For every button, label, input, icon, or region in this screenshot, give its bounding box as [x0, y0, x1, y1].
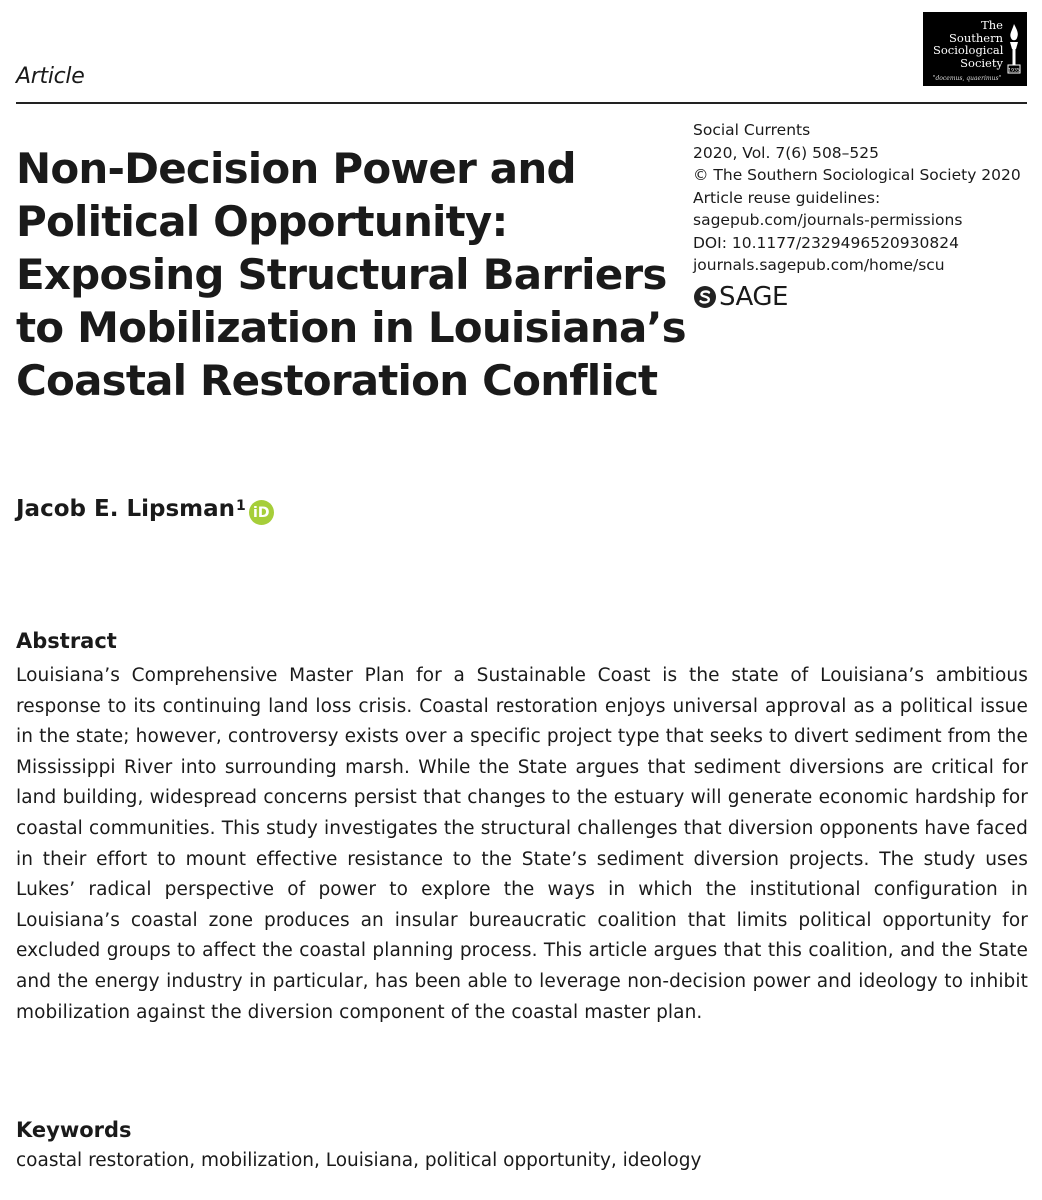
doi-link[interactable]: DOI: 10.1177/2329496520930824 — [693, 233, 959, 252]
title-line: Political Opportunity: — [16, 197, 508, 246]
journal-home-link[interactable]: journals.sagepub.com/home/scu — [693, 256, 945, 274]
orcid-icon[interactable]: iD — [249, 500, 274, 525]
reuse-link[interactable]: sagepub.com/journals-permissions — [693, 211, 963, 229]
society-motto: "docemus, quaerimus" — [932, 75, 1002, 82]
abstract-text: Louisiana’s Comprehensive Master Plan for a Sustainable Coast is the state of Louisiana’s ambitious response to its continuing land loss crisis. Coastal restoration enjoys universal approval as a political issue in the state; however, controversy exists over a specific project type that seeks to divert sediment from the Mississippi River into surrounding marsh. While the State argues that sediment diversions are critical for land building, widespread concerns persist that changes to the estuary will generate economic hardship for coastal communities. This study investigates the structural challenges that diversion opponents have faced in their effort to mount effective resistance to the State’s sediment diversion projects. The study uses Lukes’ radical perspective of power to explore the ways in which the institutional configuration in Louisiana’s coastal zone produces an insular bureaucratic coalition that limits political opportunity for excluded groups to affect the coastal planning process. This article argues that this coalition, and the State and the energy industry in particular, has been able to leverage non-decision power and ideology to inhibit mobilization against the diversion component of the coastal master plan. — [16, 665, 1028, 1023]
society-logo-line: Sociological — [933, 43, 1004, 57]
journal-metadata — [693, 119, 1021, 277]
sage-s-icon — [693, 285, 717, 309]
keywords-text: coastal restoration, mobilization, Louisiana, political opportunity, ideology — [16, 1150, 702, 1171]
article-title — [16, 142, 686, 407]
society-logo-line: Society — [960, 55, 1003, 70]
journal-volume: 2020, Vol. 7(6) 508–525 — [693, 143, 880, 162]
society-logo — [923, 12, 1027, 86]
copyright-line: © The Southern Sociological Society 2020 — [693, 166, 1021, 184]
keywords-heading: Keywords — [16, 1118, 132, 1142]
reuse-label: Article reuse guidelines: — [693, 188, 881, 207]
society-logo-text — [933, 19, 1003, 69]
header-rule — [16, 102, 1027, 104]
society-logo-line: The — [981, 18, 1003, 32]
author-name: Jacob E. Lipsman — [16, 496, 235, 522]
title-line: Exposing Structural Barriers — [16, 250, 667, 299]
society-logo-line: Southern — [949, 30, 1003, 45]
article-type-label: Article — [16, 64, 85, 89]
author-line — [16, 496, 274, 525]
title-line: to Mobilization in Louisiana’s — [16, 303, 686, 352]
title-line: Non-Decision Power and — [16, 144, 576, 193]
sage-wordmark: SAGE — [719, 282, 788, 312]
society-founding-year: 1935 — [1008, 68, 1020, 74]
title-line: Coastal Restoration Conflict — [16, 356, 658, 405]
torch-icon — [1005, 22, 1023, 76]
journal-name: Social Currents — [693, 121, 811, 139]
affiliation-mark[interactable]: 1 — [236, 498, 246, 514]
sage-logo — [693, 282, 788, 312]
abstract-heading: Abstract — [16, 629, 117, 653]
